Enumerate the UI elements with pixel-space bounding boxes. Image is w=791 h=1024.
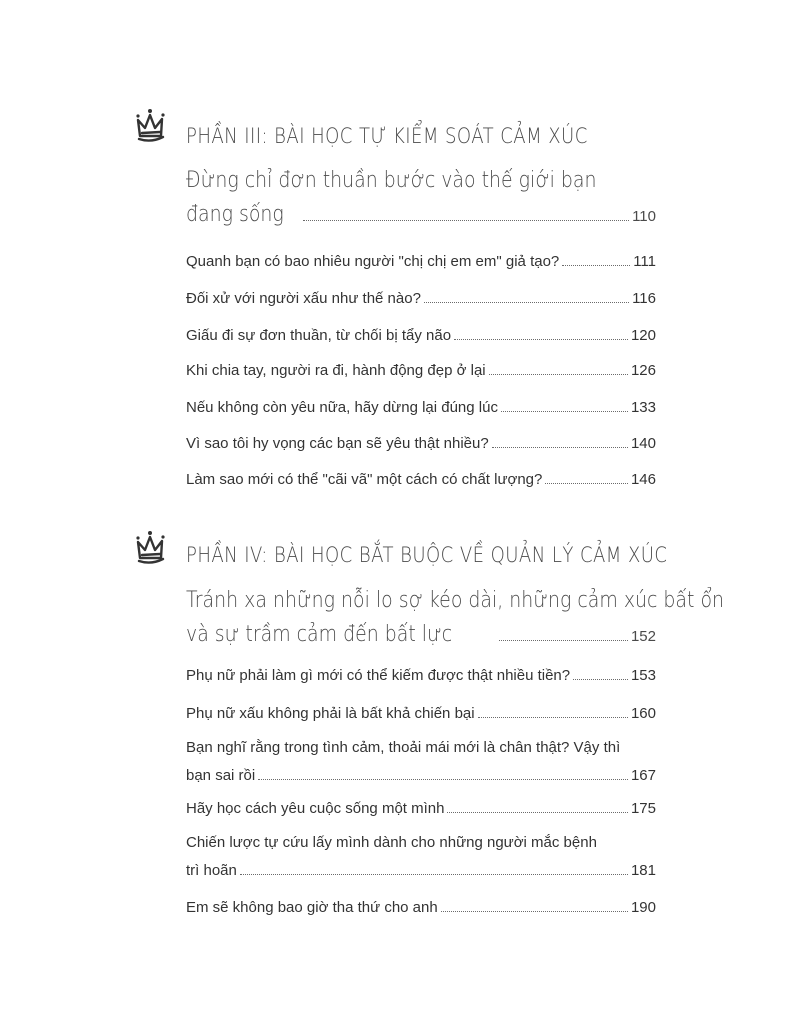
subtitle-line: đang sống <box>186 202 284 227</box>
entry-title: Nếu không còn yêu nữa, hãy dừng lại đúng lúc <box>186 399 498 416</box>
entry-title: trì hoãn <box>186 862 237 879</box>
subtitle-line: và sự trầm cảm đến bất lực <box>186 622 453 647</box>
page-number: 175 <box>630 800 656 817</box>
entry-title: Vì sao tôi hy vọng các bạn sẽ yêu thật nhiều? <box>186 435 489 452</box>
page-number: 153 <box>630 667 656 684</box>
page-number: 110 <box>632 208 656 225</box>
entry-title: bạn sai rồi <box>186 767 256 784</box>
toc-entry[interactable] <box>186 357 654 385</box>
dot-leader <box>489 373 628 375</box>
dot-leader <box>447 811 628 813</box>
part-title: PHẦN IV: BÀI HỌC BẮT BUỘC VỀ QUẢN LÝ CẢM XÚC <box>186 543 668 567</box>
toc-entry[interactable] <box>186 248 654 276</box>
crown-icon <box>134 528 168 566</box>
page-number: 116 <box>632 290 656 307</box>
subtitle-line: Tránh xa những nỗi lo sợ kéo dài, những cảm xúc bất ổn <box>186 588 725 613</box>
crown-icon <box>134 106 168 144</box>
toc-entry[interactable] <box>186 894 654 922</box>
dot-leader <box>478 716 628 718</box>
toc-entry[interactable] <box>186 430 654 458</box>
page-number: 120 <box>630 327 656 344</box>
page-number: 111 <box>633 253 656 270</box>
page-number: 140 <box>630 435 656 452</box>
entry-title: Khi chia tay, người ra đi, hành động đẹp ở lại <box>186 362 486 379</box>
part-subtitle[interactable] <box>186 164 656 234</box>
dot-leader <box>501 410 628 412</box>
dot-leader <box>240 873 628 875</box>
page-number: 126 <box>630 362 656 379</box>
part-subtitle[interactable] <box>186 584 725 654</box>
dot-leader <box>562 264 630 266</box>
toc-entry[interactable] <box>186 795 654 823</box>
entry-title: Hãy học cách yêu cuộc sống một mình <box>186 800 445 817</box>
dot-leader <box>573 678 628 680</box>
page-number: 160 <box>630 705 656 722</box>
page-number: 190 <box>630 899 656 916</box>
entry-title: Làm sao mới có thể "cãi vã" một cách có chất lượng? <box>186 471 543 488</box>
dot-leader <box>492 446 628 448</box>
entry-title: Phụ nữ xấu không phải là bất khả chiến bại <box>186 705 475 722</box>
toc-entry[interactable] <box>186 394 654 422</box>
dot-leader <box>441 910 628 912</box>
entry-title: Giấu đi sự đơn thuần, từ chối bị tẩy não <box>186 327 452 344</box>
entry-title-line: Bạn nghĩ rằng trong tình cảm, thoải mái mới là chân thật? Vậy thì <box>186 739 621 756</box>
dot-leader <box>303 219 629 221</box>
toc-entry[interactable] <box>186 734 654 790</box>
dot-leader <box>258 778 628 780</box>
entry-title: Em sẽ không bao giờ tha thứ cho anh <box>186 899 438 916</box>
toc-entry[interactable] <box>186 700 654 728</box>
toc-entry[interactable] <box>186 662 654 690</box>
entry-title: Quanh bạn có bao nhiêu người "chị chị em em" giả tạo? <box>186 253 560 270</box>
subtitle-line: Đừng chỉ đơn thuần bước vào thế giới bạn <box>186 168 597 193</box>
dot-leader <box>454 338 628 340</box>
dot-leader <box>545 482 628 484</box>
page-number: 152 <box>630 628 656 645</box>
toc-entry[interactable] <box>186 466 654 494</box>
toc-entry[interactable] <box>186 829 654 885</box>
entry-title-line: Chiến lược tự cứu lấy mình dành cho những người mắc bệnh <box>186 834 597 851</box>
page-number: 167 <box>630 767 656 784</box>
dot-leader <box>424 301 629 303</box>
toc-entry[interactable] <box>186 322 654 350</box>
dot-leader <box>499 639 628 641</box>
entry-title: Phụ nữ phải làm gì mới có thể kiếm được thật nhiều tiền? <box>186 667 571 684</box>
entry-title: Đối xử với người xấu như thế nào? <box>186 290 421 307</box>
page-number: 181 <box>630 862 656 879</box>
page-number: 133 <box>630 399 656 416</box>
toc-entry[interactable] <box>186 285 654 313</box>
page-number: 146 <box>630 471 656 488</box>
part-title: PHẦN III: BÀI HỌC TỰ KIỂM SOÁT CẢM XÚC <box>186 124 588 148</box>
